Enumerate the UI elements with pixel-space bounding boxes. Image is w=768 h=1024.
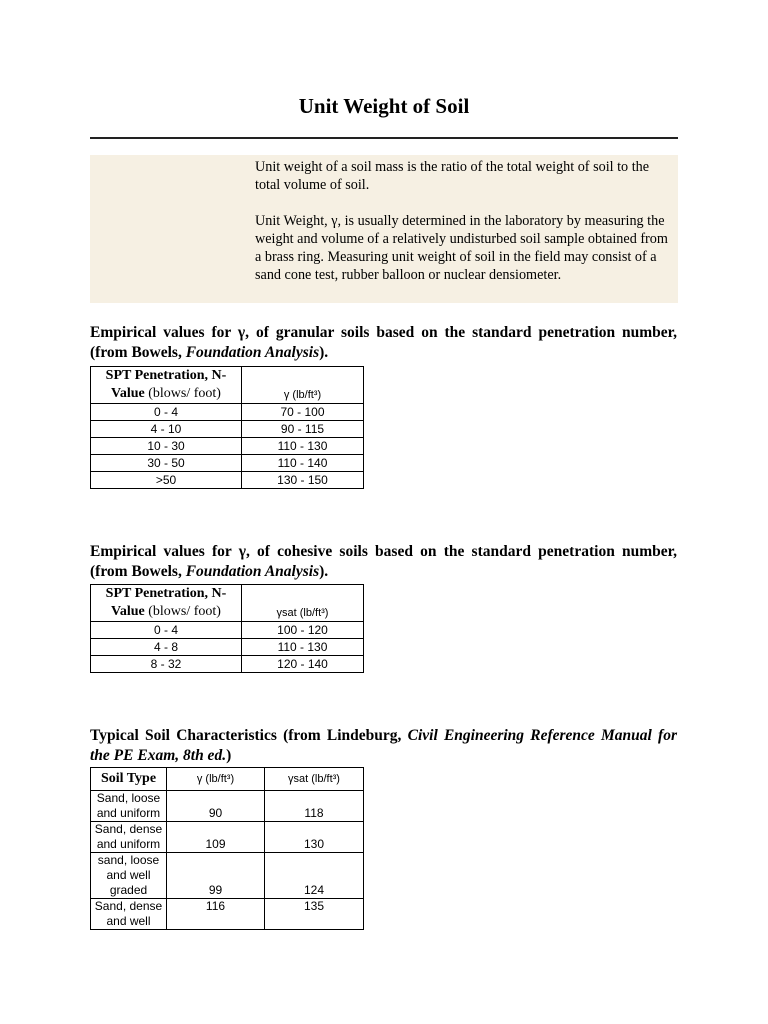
spt-value-cell: 0 - 4: [91, 404, 242, 421]
table-row: [91, 472, 364, 489]
cohesive-soils-heading: [90, 542, 677, 582]
saturated-unit-weight-cell: 118: [265, 791, 364, 822]
cohesive-soils-table: [90, 584, 364, 673]
unit-weight-cell: 90: [167, 791, 265, 822]
table-row: [91, 656, 364, 673]
cohesive-heading-source: Foundation Analysis: [185, 563, 320, 580]
unit-weight-column-header: γ (lb/ft³): [167, 768, 265, 791]
characteristics-heading-source: Civil Engineering Reference Manual for the PE Exam, 8th ed.: [90, 727, 677, 764]
soil-type-cell: Sand, dense and uniform: [91, 822, 167, 853]
saturated-unit-weight-cell: 100 - 120: [242, 622, 364, 639]
table-row: [91, 438, 364, 455]
spt-value-cell: 30 - 50: [91, 455, 242, 472]
unit-weight-cell: 109: [167, 822, 265, 853]
table-row: [91, 622, 364, 639]
intro-paragraph-measurement: Unit Weight, γ, is usually determined in the laboratory by measuring the weight and volume of a relatively undisturbed soil sample obtained from a brass ring. Measuring unit weight of soil in the field may consist of a sand cone test, rubber balloon or nuclear densiometer.: [255, 213, 668, 283]
granular-heading-source: Foundation Analysis: [185, 344, 320, 361]
spt-value-cell: 8 - 32: [91, 656, 242, 673]
unit-weight-cell: 130 - 150: [242, 472, 364, 489]
soil-type-column-header: [91, 768, 167, 791]
saturated-unit-weight-column-header: γsat (lb/ft³): [242, 585, 364, 622]
spt-value-cell: 4 - 8: [91, 639, 242, 656]
saturated-unit-weight-cell: 124: [265, 853, 364, 899]
soil-type-cell: Sand, loose and uniform: [91, 791, 167, 822]
spt-header-units: (blows/ foot): [144, 604, 221, 619]
soil-characteristics-table: [90, 767, 364, 930]
soil-type-cell: Sand, dense and well: [91, 899, 167, 930]
spt-value-cell: >50: [91, 472, 242, 489]
table-row: [91, 455, 364, 472]
characteristics-heading-suffix: ): [226, 747, 232, 764]
cohesive-heading-text: Empirical values for γ, of cohesive soils based on the standard penetration number, (from Bowels,: [90, 543, 677, 580]
saturated-unit-weight-cell: 135: [265, 899, 364, 930]
unit-weight-cell: 110 - 130: [242, 438, 364, 455]
saturated-unit-weight-cell: 130: [265, 822, 364, 853]
soil-type-header-label: Soil Type: [100, 771, 157, 786]
soil-type-cell: sand, loose and well graded: [91, 853, 167, 899]
saturated-unit-weight-cell: 120 - 140: [242, 656, 364, 673]
table-row: [91, 421, 364, 438]
table-header-row: [91, 585, 364, 622]
spt-header-line1: SPT Penetration, N-: [105, 368, 227, 383]
table-header-row: [91, 367, 364, 404]
unit-weight-cell: 90 - 115: [242, 421, 364, 438]
table-header-row: [91, 768, 364, 791]
table-row: [91, 404, 364, 421]
cohesive-heading-suffix: ).: [319, 563, 329, 580]
spt-column-header: [91, 585, 242, 622]
granular-heading-suffix: ).: [319, 344, 329, 361]
intro-text: [255, 158, 675, 284]
table-row: [91, 822, 364, 853]
unit-weight-column-header: γ (lb/ft³): [242, 367, 364, 404]
table-row: [91, 899, 364, 930]
unit-weight-cell: 99: [167, 853, 265, 899]
table-row: [91, 639, 364, 656]
table-row: [91, 791, 364, 822]
spt-value-cell: 4 - 10: [91, 421, 242, 438]
soil-characteristics-heading: [90, 726, 677, 766]
granular-heading-text: Empirical values for γ, of granular soils based on the standard penetration number, (from Bowels,: [90, 324, 677, 361]
spt-header-value: Value: [111, 604, 145, 619]
spt-value-cell: 10 - 30: [91, 438, 242, 455]
characteristics-heading-text: Typical Soil Characteristics (from Lindeburg,: [90, 727, 408, 744]
unit-weight-cell: 116: [167, 899, 265, 930]
unit-weight-cell: 110 - 140: [242, 455, 364, 472]
table-row: [91, 853, 364, 899]
unit-weight-cell: 70 - 100: [242, 404, 364, 421]
granular-soils-heading: [90, 323, 677, 363]
spt-header-line1: SPT Penetration, N-: [105, 586, 227, 601]
page-title: Unit Weight of Soil: [298, 94, 470, 118]
spt-header-units: (blows/ foot): [144, 386, 221, 401]
spt-header-value: Value: [111, 386, 145, 401]
spt-value-cell: 0 - 4: [91, 622, 242, 639]
intro-paragraph-definition: Unit weight of a soil mass is the ratio of the total weight of soil to the total volume of soil.: [255, 159, 650, 193]
granular-soils-table: [90, 366, 364, 489]
title-divider: [90, 137, 678, 139]
saturated-unit-weight-column-header: γsat (lb/ft³): [265, 768, 364, 791]
spt-column-header: [91, 367, 242, 404]
saturated-unit-weight-cell: 110 - 130: [242, 639, 364, 656]
